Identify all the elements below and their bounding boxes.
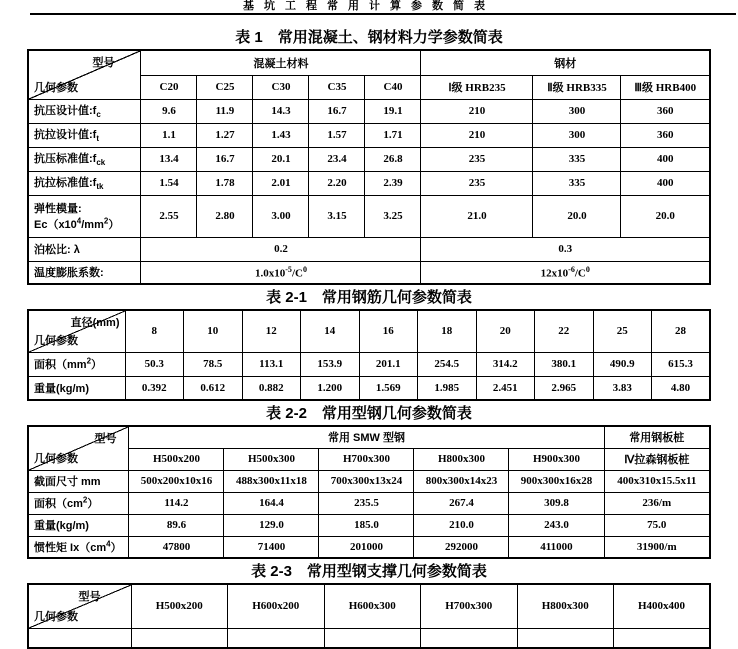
value-cell: 16.7 xyxy=(309,99,365,123)
col-header: 20 xyxy=(476,310,535,352)
value-cell: 1.57 xyxy=(309,123,365,147)
table-row xyxy=(28,492,710,514)
value-cell: 300 xyxy=(533,123,621,147)
value-cell: 89.6 xyxy=(129,514,224,536)
group-header-steel: 钢材 xyxy=(421,50,710,75)
table-1-material-mechanical-params xyxy=(27,49,711,285)
empty-cell xyxy=(517,628,614,648)
value-cell: 11.9 xyxy=(197,99,253,123)
table22-title: 表 2-2 常用型钢几何参数简表 xyxy=(266,405,472,422)
page-header-title: 基坑工程常用计算参数简表 xyxy=(243,0,495,12)
row-label: 抗拉标准值$:f_{tk}$ xyxy=(28,171,141,195)
table-row xyxy=(28,470,710,492)
value-cell: 1.985 xyxy=(418,376,477,400)
value-cell: 26.8 xyxy=(365,147,421,171)
table-2-2-steel-section-geometry-params xyxy=(27,425,711,559)
value-cell: 0.3 xyxy=(421,237,710,261)
table-row xyxy=(28,261,710,284)
value-cell: 23.4 xyxy=(309,147,365,171)
col-header: 8 xyxy=(125,310,184,352)
value-cell: 13.4 xyxy=(141,147,197,171)
table1-title: 表 1 常用混凝土、钢材料力学参数简表 xyxy=(235,29,503,46)
col-header: 22 xyxy=(535,310,594,352)
value-cell: 314.2 xyxy=(476,352,535,376)
empty-cell xyxy=(131,628,228,648)
row-label: 抗压设计值$:f_c$ xyxy=(28,99,141,123)
row-label: 泊松比: λ xyxy=(28,237,141,261)
value-cell: 254.5 xyxy=(418,352,477,376)
empty-cell xyxy=(324,628,421,648)
corner-cell xyxy=(28,310,125,352)
value-cell: $1.0x10^{-5}/C^0$ xyxy=(141,261,421,284)
table-row xyxy=(28,237,710,261)
value-cell: 2.01 xyxy=(253,171,309,195)
corner-bottom-label: 几何参数 xyxy=(33,452,78,465)
value-cell: 20.0 xyxy=(533,195,621,237)
value-cell: 380.1 xyxy=(535,352,594,376)
value-cell: 1.200 xyxy=(301,376,360,400)
table-row xyxy=(28,195,710,237)
value-cell: 1.569 xyxy=(359,376,418,400)
col-header: C25 xyxy=(197,75,253,99)
col-header: 12 xyxy=(242,310,301,352)
value-cell: 71400 xyxy=(224,536,319,558)
value-cell: 50.3 xyxy=(125,352,184,376)
value-cell: 210.0 xyxy=(414,514,509,536)
value-cell: 129.0 xyxy=(224,514,319,536)
value-cell: 1.71 xyxy=(365,123,421,147)
empty-cell xyxy=(421,628,518,648)
col-header: 25 xyxy=(593,310,652,352)
value-cell: 78.5 xyxy=(184,352,243,376)
col-header: 16 xyxy=(359,310,418,352)
group-header-concrete: 混凝土材料 xyxy=(141,50,421,75)
value-cell: 400 xyxy=(621,147,710,171)
value-cell: 20.0 xyxy=(621,195,710,237)
value-cell: 47800 xyxy=(129,536,224,558)
value-cell: 31900/m xyxy=(604,536,710,558)
value-cell: 3.15 xyxy=(309,195,365,237)
table-row xyxy=(28,99,710,123)
row-label: 抗压标准值$:f_{ck}$ xyxy=(28,147,141,171)
value-cell: 490.9 xyxy=(593,352,652,376)
value-cell: 185.0 xyxy=(319,514,414,536)
row-label: 重量(kg/m) xyxy=(28,514,129,536)
value-cell: 300 xyxy=(533,99,621,123)
col-header: Ⅳ拉森钢板桩 xyxy=(604,448,710,470)
value-cell: 235 xyxy=(421,171,533,195)
value-cell: 360 xyxy=(621,123,710,147)
corner-cell xyxy=(28,50,141,99)
corner-top-label: 型号 xyxy=(92,57,115,69)
empty-cell xyxy=(614,628,711,648)
row-label: 面积$(mm^2)$ xyxy=(28,352,125,376)
value-cell: 153.9 xyxy=(301,352,360,376)
row-label: 重量(kg/m) xyxy=(28,376,125,400)
value-cell: 236/m xyxy=(604,492,710,514)
value-cell: 309.8 xyxy=(509,492,604,514)
value-cell: 1.54 xyxy=(141,171,197,195)
table-row xyxy=(28,123,710,147)
table-row xyxy=(28,536,710,558)
col-header: H800x300 xyxy=(517,584,614,628)
row-label: 惯性矩 $Ix(cm^4)$ xyxy=(28,536,129,558)
value-cell: 411000 xyxy=(509,536,604,558)
value-cell: 20.1 xyxy=(253,147,309,171)
corner-cell xyxy=(28,426,129,470)
table-row-clipped xyxy=(28,628,710,648)
row-label: 面积$(cm^2)$ xyxy=(28,492,129,514)
table-row xyxy=(28,376,710,400)
col-header: 14 xyxy=(301,310,360,352)
header-rule xyxy=(30,13,736,15)
value-cell: 1.78 xyxy=(197,171,253,195)
corner-top-label: 型号 xyxy=(94,433,117,445)
value-cell: 700x300x13x24 xyxy=(319,470,414,492)
col-header: 10 xyxy=(184,310,243,352)
col-header: Ⅰ级 HRB235 xyxy=(421,75,533,99)
corner-cell xyxy=(28,584,131,628)
col-header: C30 xyxy=(253,75,309,99)
col-header: H700x300 xyxy=(319,448,414,470)
table-row xyxy=(28,171,710,195)
value-cell: 243.0 xyxy=(509,514,604,536)
value-cell: 3.25 xyxy=(365,195,421,237)
group-header-sheetpile: 常用钢板桩 xyxy=(604,426,710,448)
value-cell: 360 xyxy=(621,99,710,123)
value-cell: 210 xyxy=(421,99,533,123)
value-cell: 16.7 xyxy=(197,147,253,171)
empty-cell xyxy=(28,628,131,648)
value-cell: 1.1 xyxy=(141,123,197,147)
value-cell: 335 xyxy=(533,147,621,171)
corner-top-label: 型号 xyxy=(78,591,101,603)
value-cell: 21.0 xyxy=(421,195,533,237)
row-label: 抗拉设计值$:f_t$ xyxy=(28,123,141,147)
value-cell: 2.55 xyxy=(141,195,197,237)
col-header: H900x300 xyxy=(509,448,604,470)
value-cell: 2.965 xyxy=(535,376,594,400)
value-cell: 235 xyxy=(421,147,533,171)
value-cell: 75.0 xyxy=(604,514,710,536)
col-header: H500x200 xyxy=(131,584,228,628)
col-header: Ⅱ级 HRB335 xyxy=(533,75,621,99)
value-cell: 2.20 xyxy=(309,171,365,195)
col-header: H600x300 xyxy=(324,584,421,628)
value-cell: 9.6 xyxy=(141,99,197,123)
value-cell: 0.612 xyxy=(184,376,243,400)
col-header: H500x200 xyxy=(129,448,224,470)
value-cell: 900x300x16x28 xyxy=(509,470,604,492)
value-cell: 3.00 xyxy=(253,195,309,237)
value-cell: 800x300x14x23 xyxy=(414,470,509,492)
value-cell: 210 xyxy=(421,123,533,147)
value-cell: 615.3 xyxy=(652,352,711,376)
value-cell: 267.4 xyxy=(414,492,509,514)
row-label: 弹性模量: $Ec(x10^4/mm^2)$ xyxy=(28,195,141,237)
col-header: C35 xyxy=(309,75,365,99)
value-cell: $12x10^{-6}/C^0$ xyxy=(421,261,710,284)
corner-bottom-label: 几何参数 xyxy=(33,81,78,94)
value-cell: 113.1 xyxy=(242,352,301,376)
value-cell: 292000 xyxy=(414,536,509,558)
table-2-1-rebar-geometry-params xyxy=(27,309,711,401)
value-cell: 1.43 xyxy=(253,123,309,147)
col-header: H800x300 xyxy=(414,448,509,470)
empty-cell xyxy=(228,628,325,648)
value-cell: 335 xyxy=(533,171,621,195)
col-header: H700x300 xyxy=(421,584,518,628)
value-cell: 235.5 xyxy=(319,492,414,514)
corner-bottom-label: 几何参数 xyxy=(34,610,78,623)
value-cell: 400x310x15.5x11 xyxy=(604,470,710,492)
table-row xyxy=(28,147,710,171)
col-header: C40 xyxy=(365,75,421,99)
value-cell: 4.80 xyxy=(652,376,711,400)
col-header: H600x200 xyxy=(228,584,325,628)
col-header: C20 xyxy=(141,75,197,99)
col-header: 18 xyxy=(418,310,477,352)
value-cell: 0.2 xyxy=(141,237,421,261)
value-cell: 14.3 xyxy=(253,99,309,123)
value-cell: 2.39 xyxy=(365,171,421,195)
col-header: 28 xyxy=(652,310,711,352)
value-cell: 201000 xyxy=(319,536,414,558)
value-cell: 2.451 xyxy=(476,376,535,400)
col-header: H400x400 xyxy=(614,584,711,628)
value-cell: 0.392 xyxy=(125,376,184,400)
value-cell: 400 xyxy=(621,171,710,195)
value-cell: 2.80 xyxy=(197,195,253,237)
value-cell: 164.4 xyxy=(224,492,319,514)
value-cell: 3.83 xyxy=(593,376,652,400)
value-cell: 488x300x11x18 xyxy=(224,470,319,492)
value-cell: 114.2 xyxy=(129,492,224,514)
table-row xyxy=(28,352,710,376)
row-label: 截面尺寸 mm xyxy=(28,470,129,492)
table-2-3-steel-strut-geometry-params xyxy=(27,583,711,649)
table23-title: 表 2-3 常用型钢支撑几何参数简表 xyxy=(251,563,487,580)
value-cell: 1.27 xyxy=(197,123,253,147)
value-cell: 19.1 xyxy=(365,99,421,123)
col-header: H500x300 xyxy=(224,448,319,470)
col-header: Ⅲ级 HRB400 xyxy=(621,75,710,99)
table21-title: 表 2-1 常用钢筋几何参数简表 xyxy=(266,289,472,306)
table-row xyxy=(28,514,710,536)
row-label: 温度膨胀系数: xyxy=(28,261,141,284)
value-cell: 500x200x10x16 xyxy=(129,470,224,492)
corner-top-label: 直径(mm) xyxy=(70,317,120,329)
value-cell: 201.1 xyxy=(359,352,418,376)
value-cell: 0.882 xyxy=(242,376,301,400)
group-header-smw: 常用 SMW 型钢 xyxy=(129,426,604,448)
corner-bottom-label: 几何参数 xyxy=(34,334,78,347)
